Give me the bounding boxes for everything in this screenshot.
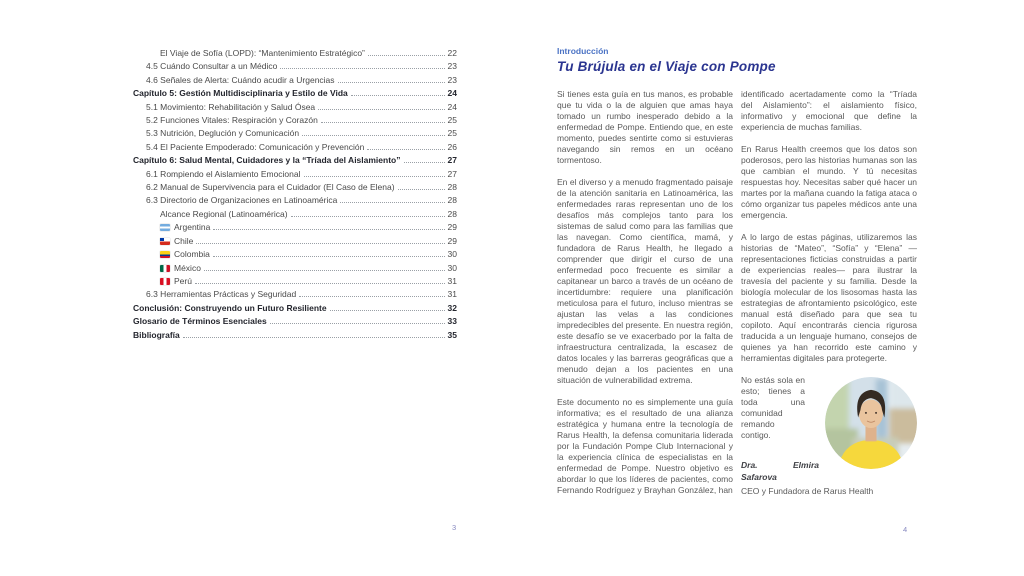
page-title: Tu Brújula en el Viaje con Pompe xyxy=(557,59,776,74)
toc-entry[interactable] xyxy=(133,74,457,87)
toc-entry-label: Colombia xyxy=(174,249,210,260)
toc-entry-label: Bibliografía xyxy=(133,329,180,340)
toc-entry-page: 25 xyxy=(447,128,457,139)
toc-entry-page: 23 xyxy=(447,61,457,72)
toc-entry[interactable] xyxy=(133,87,457,100)
toc-entry-page: 23 xyxy=(447,74,457,85)
toc-entry[interactable] xyxy=(133,141,457,154)
toc-entry-label: 6.3 Directorio de Organizaciones en Latinoamérica xyxy=(146,195,338,206)
toc-entry[interactable] xyxy=(133,181,457,194)
toc-entry-label: Alcance Regional (Latinoamérica) xyxy=(160,208,288,219)
toc-entry-page: 24 xyxy=(447,101,457,112)
toc-entry[interactable] xyxy=(133,101,457,114)
toc-entry[interactable] xyxy=(133,248,457,261)
dot-leader xyxy=(368,55,445,56)
closing-with-photo xyxy=(741,375,917,469)
dot-leader xyxy=(367,149,444,150)
dot-leader xyxy=(280,68,444,69)
toc-entry-page: 29 xyxy=(447,222,457,233)
toc-entry-page: 30 xyxy=(447,262,457,273)
toc-entry-page: 26 xyxy=(447,141,457,152)
signature-block xyxy=(741,459,917,497)
dot-leader xyxy=(299,296,444,297)
toc-entry[interactable] xyxy=(133,154,457,167)
toc-entry[interactable] xyxy=(133,235,457,248)
toc-entry-label: México xyxy=(174,262,201,273)
toc-entry[interactable] xyxy=(133,329,457,342)
toc-entry-label: 5.1 Movimiento: Rehabilitación y Salud Ósea xyxy=(146,101,316,112)
toc-entry[interactable] xyxy=(133,315,457,328)
toc-entry-page: 29 xyxy=(447,235,457,246)
toc-entry-page: 33 xyxy=(447,316,457,327)
body-paragraph: Este documento no es simplemente una guía informativa; es el resultado de una alianza estratégica y humana entre la tecnología de Rarus Health, la defensa comunitaria liderada por la Fundación Pompe Club Internacional y la experiencia clínica de especialistas en la enfermedad de Pompe. Nuestro objetivo es abordar lo que los líderes de pacientes, como Fernando Rodríguez y Brayhan González, han xyxy=(557,397,733,495)
toc-entry[interactable] xyxy=(133,208,457,221)
toc-entry-label: Chile xyxy=(174,235,194,246)
body-paragraph: identificado acertadamente como la “Tríada del Aislamiento”: el aislamiento físico, informativo y emocional que define la experiencia de muchas familias. xyxy=(741,89,917,132)
dot-leader xyxy=(195,283,445,284)
portrait-photo-graphic xyxy=(825,377,917,469)
dot-leader xyxy=(404,162,445,163)
toc-entry-label: 6.2 Manual de Supervivencia para el Cuidador (El Caso de Elena) xyxy=(146,182,395,193)
dot-leader xyxy=(340,202,444,203)
toc-entry-page: 28 xyxy=(447,182,457,193)
toc-entry[interactable] xyxy=(133,60,457,73)
toc-entry[interactable] xyxy=(133,127,457,140)
dot-leader xyxy=(321,122,445,123)
toc-entry[interactable] xyxy=(133,168,457,181)
toc-entry[interactable] xyxy=(133,194,457,207)
dot-leader xyxy=(183,337,445,338)
toc-entry-page: 31 xyxy=(447,275,457,286)
dot-leader xyxy=(204,270,445,271)
flag-chile-icon xyxy=(160,238,170,245)
right-page-number: 4 xyxy=(903,525,908,534)
intro-column-right-paragraphs xyxy=(741,89,917,364)
body-paragraph: Si tienes esta guía en tus manos, es probable que tu vida o la de alguien que amas haya tomado un rumbo inesperado debido a la enfermedad de Pompe. Entiendo que, en este momento, puedes sentirte como si estuvieras navegando sin remos en un océano tormentoso. xyxy=(557,89,733,165)
toc-entry-page: 27 xyxy=(447,168,457,179)
signature-role: CEO y Fundadora de Rarus Health xyxy=(741,486,874,496)
flag-peru-icon xyxy=(160,278,170,285)
toc-entry-page: 25 xyxy=(447,115,457,126)
dot-leader xyxy=(270,323,445,324)
toc-entry[interactable] xyxy=(133,114,457,127)
intro-column-right xyxy=(741,89,917,507)
dot-leader xyxy=(196,243,444,244)
flag-colombia-icon xyxy=(160,251,170,258)
toc-entry-label: Capítulo 5: Gestión Multidisciplinaria y Estilo de Vida xyxy=(133,88,348,99)
toc-entry-page: 35 xyxy=(447,329,457,340)
toc-entry[interactable] xyxy=(133,47,457,60)
table-of-contents xyxy=(133,47,457,342)
toc-entry-page: 28 xyxy=(447,208,457,219)
toc-entry-label: 4.5 Cuándo Consultar a un Médico xyxy=(146,61,278,72)
toc-entry-page: 28 xyxy=(447,195,457,206)
toc-entry[interactable] xyxy=(133,275,457,288)
toc-entry-label: 5.3 Nutrición, Deglución y Comunicación xyxy=(146,128,300,139)
toc-entry-page: 31 xyxy=(447,289,457,300)
toc-entry[interactable] xyxy=(133,221,457,234)
toc-entry-label: 5.2 Funciones Vitales: Respiración y Corazón xyxy=(146,115,318,126)
toc-entry[interactable] xyxy=(133,262,457,275)
toc-entry-label: Argentina xyxy=(174,222,211,233)
toc-entry-label: Capítulo 6: Salud Mental, Cuidadores y la “Tríada del Aislamiento” xyxy=(133,155,401,166)
flag-mexico-icon xyxy=(160,265,170,272)
left-page-number: 3 xyxy=(452,523,457,532)
toc-entry-label: Glosario de Términos Esenciales xyxy=(133,316,267,327)
toc-entry-page: 24 xyxy=(447,88,457,99)
closing-text: No estás sola en esto; tienes a toda una comunidad remando contigo. xyxy=(741,375,805,440)
dot-leader xyxy=(330,310,445,311)
dot-leader xyxy=(213,229,444,230)
body-paragraph: A lo largo de estas páginas, utilizaremos las historias de “Mateo”, “Sofía” y “Elena” —representaciones ficticias construidas a partir de experiencias reales— para ilustrar la travesía del paciente y su familia. Desde la biología molecular de los lisosomas hasta las estrategias de afrontamiento psicológico, este manual está diseñado para que sea tu copiloto. Aquí encontrarás ciencia rigurosa traducida a un lenguaje humano, consejos de quienes ya han recorrido este camino y herramientas digitales para protegerte. xyxy=(741,232,917,363)
dot-leader xyxy=(351,95,445,96)
dot-leader xyxy=(291,216,445,217)
dot-leader xyxy=(213,256,445,257)
toc-entry-label: 6.3 Herramientas Prácticas y Seguridad xyxy=(146,289,297,300)
two-column-body xyxy=(557,89,918,507)
body-paragraph: En el diverso y a menudo fragmentado paisaje de la atención sanitaria en Latinoamérica, las enfermedades raras representan uno de los desafíos más complejos tanto para los sistemas de salud como para las familias que las navegan. Como científica, mamá, y fundadora de Rarus Health, he llegado a comprender que dirigir el curso de una enfermedad poco frecuente es similar a capitanear un barco a través de un océano de incertidumbre: requiere una planificación meticulosa para el futuro, incluso mientras se ajustan las velas a las condiciones impredecibles del presente. En nuestra región, este desafío se ve exacerbado por la falta de infraestructura centralizada, la escasez de datos locales y las barreras geográficas que a menudo dejan a los pacientes en una situación de vulnerabilidad extrema. xyxy=(557,177,733,385)
dot-leader xyxy=(302,135,444,136)
toc-entry-page: 30 xyxy=(447,249,457,260)
dot-leader xyxy=(338,82,445,83)
toc-entry-label: Conclusión: Construyendo un Futuro Resiliente xyxy=(133,302,327,313)
dot-leader xyxy=(304,176,445,177)
toc-entry-label: Perú xyxy=(174,275,192,286)
section-kicker: Introducción xyxy=(557,46,609,56)
signature-name: Dra. Elmira Safarova xyxy=(741,460,819,482)
dot-leader xyxy=(398,189,445,190)
toc-entry-label: 6.1 Rompiendo el Aislamiento Emocional xyxy=(146,168,301,179)
intro-column-left xyxy=(557,89,733,507)
toc-entry[interactable] xyxy=(133,302,457,315)
toc-entry-label: El Viaje de Sofía (LOPD): “Mantenimiento Estratégico” xyxy=(160,48,365,58)
body-paragraph: En Rarus Health creemos que los datos son poderosos, pero las historias humanas son las que cambian el mundo. Y tú necesitas respuestas hoy. Necesitas saber qué hacer un martes por la mañana cuando la fatiga ataca o cómo organizar tus papeles médicos ante una emergencia. xyxy=(741,144,917,220)
flag-argentina-icon xyxy=(160,224,170,231)
dot-leader xyxy=(318,109,444,110)
toc-entry-label: 5.4 El Paciente Empoderado: Comunicación y Prevención xyxy=(146,141,365,152)
toc-entry-page: 32 xyxy=(447,302,457,313)
introduction-page xyxy=(557,46,918,507)
toc-entry[interactable] xyxy=(133,288,457,301)
toc-entry-page: 22 xyxy=(447,48,457,58)
portrait-photo xyxy=(825,377,917,469)
toc-entry-label: 4.6 Señales de Alerta: Cuándo acudir a Urgencias xyxy=(146,74,335,85)
toc-entry-page: 27 xyxy=(447,155,457,166)
